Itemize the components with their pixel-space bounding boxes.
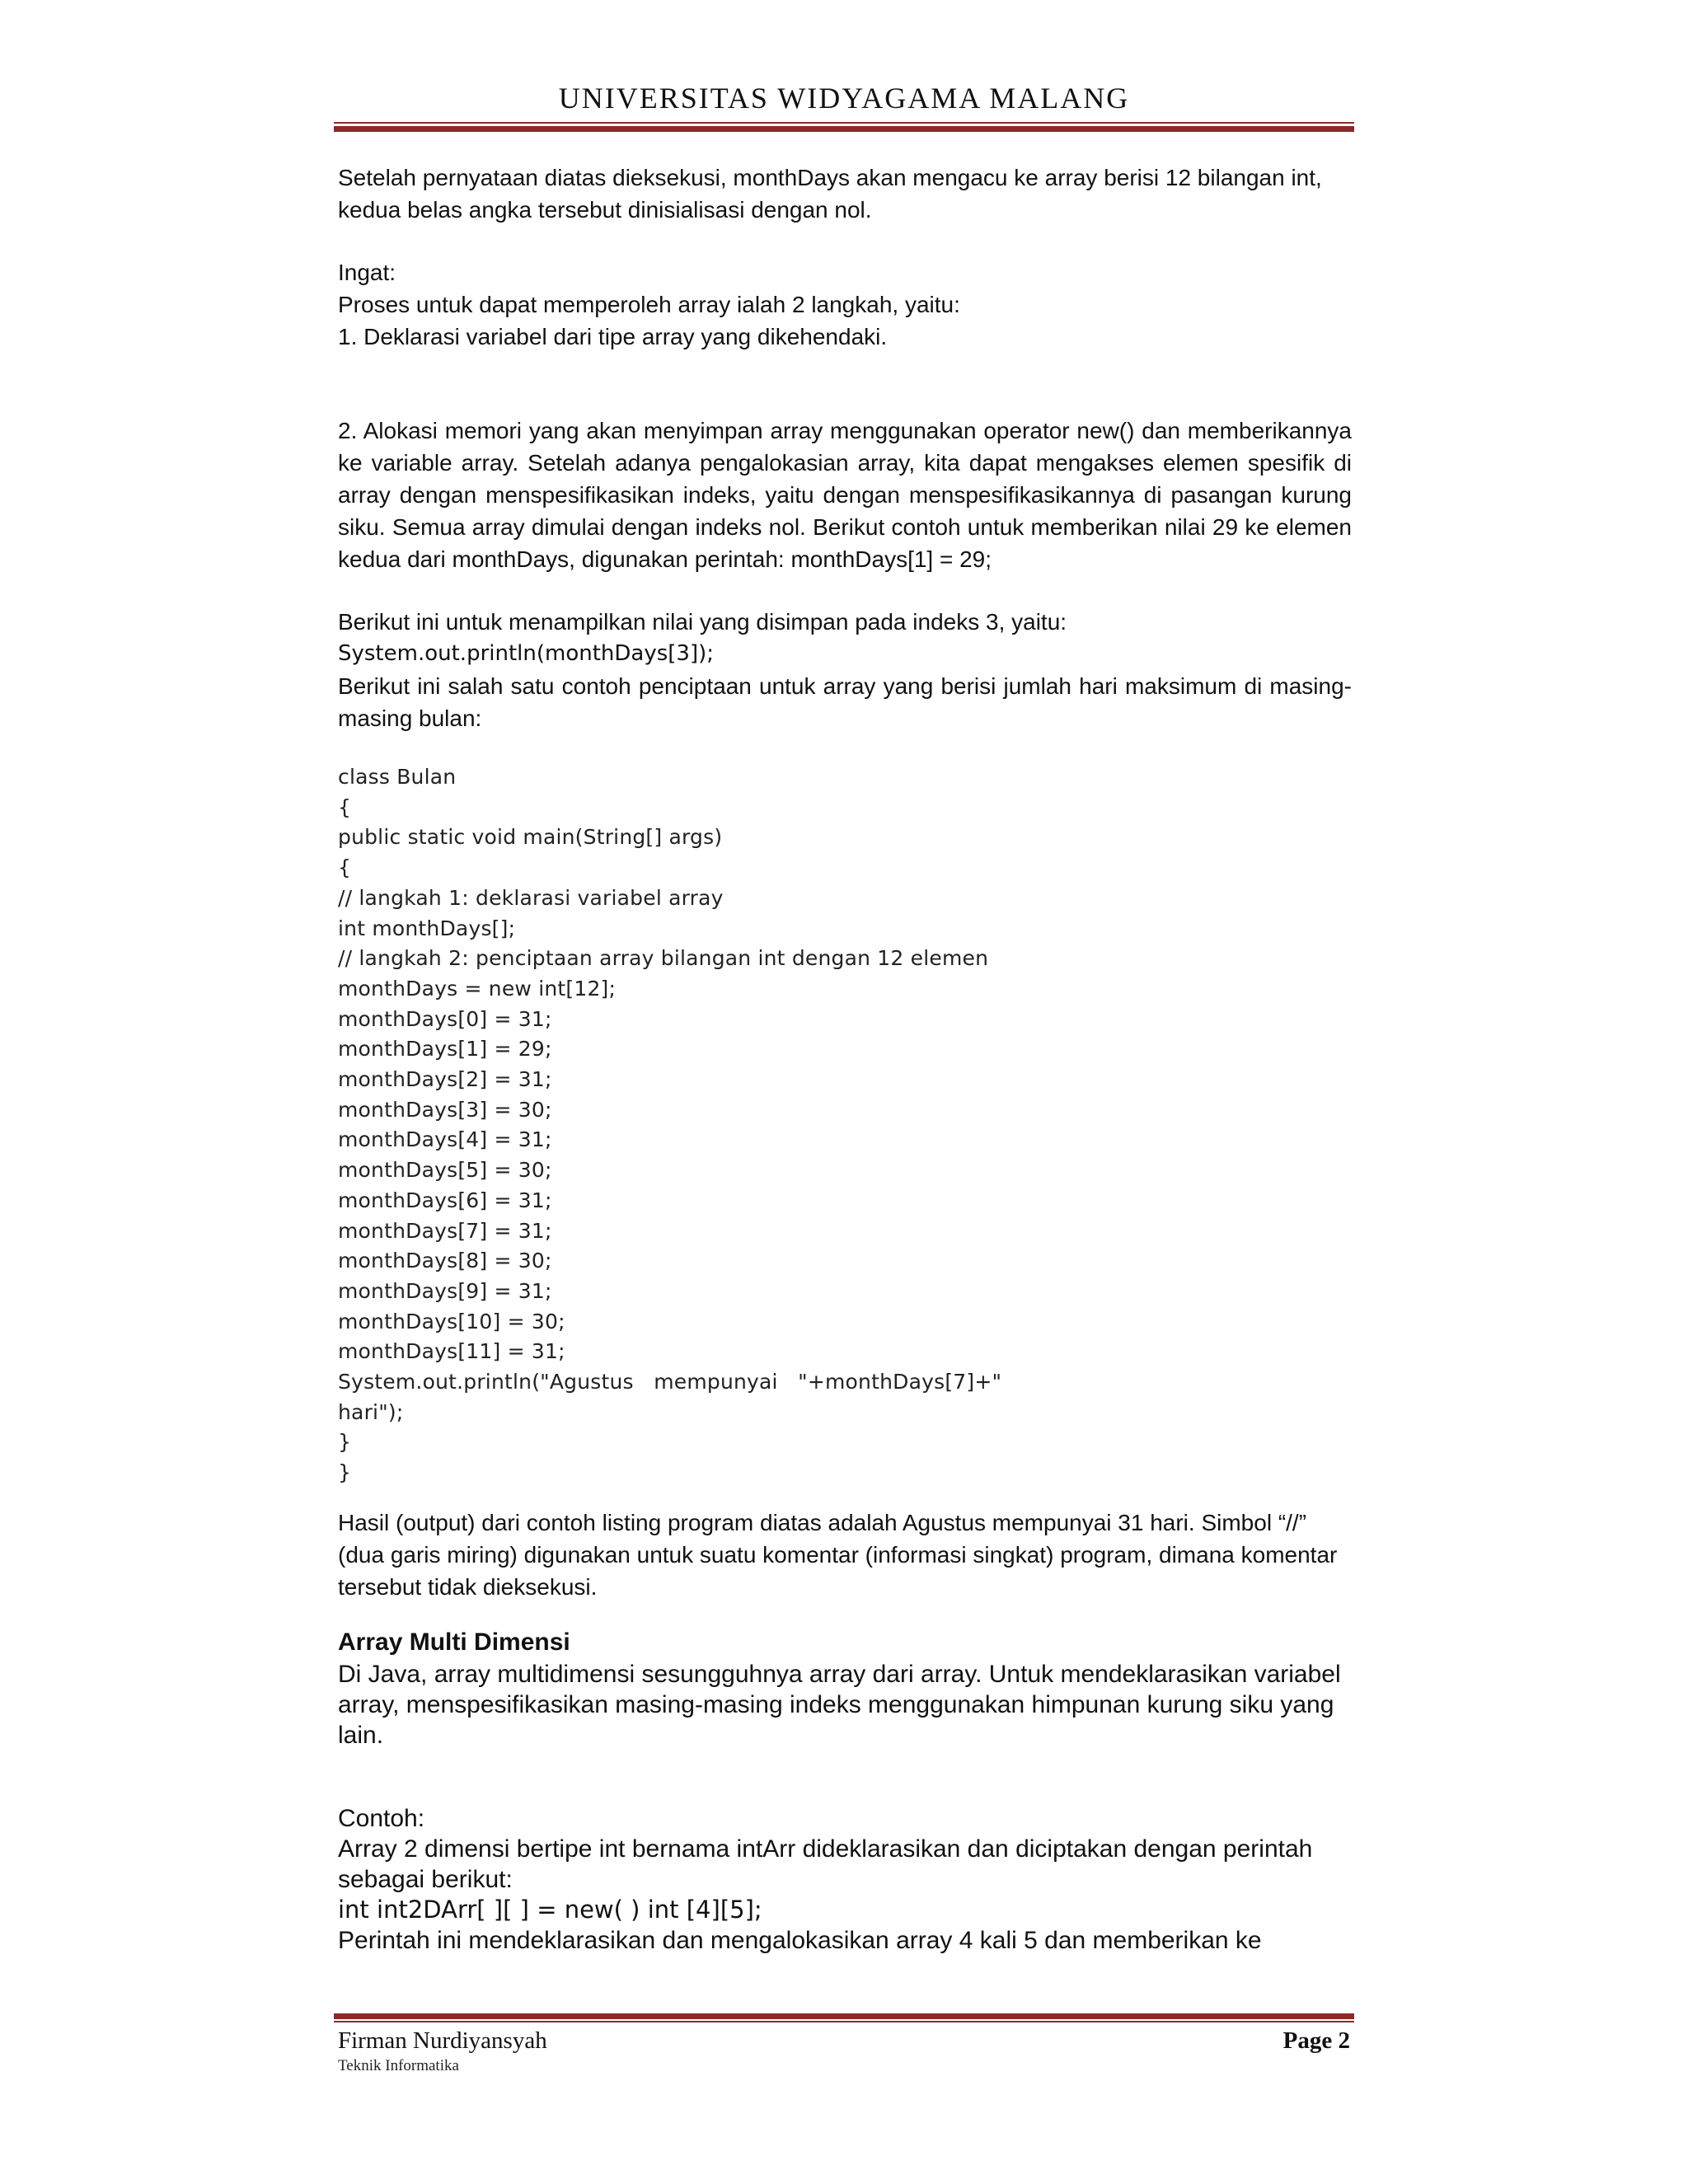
- page-header-title: UNIVERSITAS WIDYAGAMA MALANG: [558, 82, 1130, 115]
- code-line: monthDays[10] = 30;: [338, 1309, 565, 1333]
- footer-author: Firman Nurdiyansyah: [338, 2027, 547, 2054]
- code-line: public static void main(String[] args): [338, 825, 723, 850]
- code-line: hari");: [338, 1399, 404, 1424]
- code-line: // langkah 2: penciptaan array bilangan int dengan 12 elemen: [338, 946, 989, 971]
- perintah-text: Perintah ini mendeklarasikan dan mengalokasikan array 4 kali 5 dan memberikan ke: [338, 1926, 1262, 1954]
- int2d-code: int int2DArr[ ][ ] = new( ) int [4][5];: [338, 1895, 762, 1924]
- contoh-label: Contoh:: [338, 1804, 425, 1832]
- code-line: }: [338, 1460, 352, 1485]
- code-line: monthDays[3] = 30;: [338, 1097, 552, 1122]
- document-body: [338, 162, 1352, 1956]
- footer-department: Teknik Informatika: [338, 2057, 459, 2074]
- code-line: System.out.println("Agustus mempunyai "+monthDays[7]+": [338, 1370, 1002, 1394]
- code-line: {: [338, 794, 352, 819]
- code-line: {: [338, 855, 352, 880]
- code-line: monthDays = new int[12];: [338, 976, 617, 1001]
- code-line: monthDays[7] = 31;: [338, 1218, 552, 1243]
- code-listing: [338, 762, 1352, 1488]
- code-line: }: [338, 1430, 352, 1455]
- code-line: monthDays[0] = 31;: [338, 1006, 552, 1031]
- step-2: 2. Alokasi memori yang akan menyimpan array menggunakan operator new() dan memberikannya ke variable array. Setelah adanya pengalokasian array, kita dapat mengakses elemen spesifik di array dengan menspesifikasikan indeks, yaitu dengan menspesifikasikannya di pasangan kurung siku. Semua array dimulai dengan indeks nol. Berikut contoh untuk memberikan nilai 29 ke elemen kedua dari monthDays, digunakan perintah: monthDays[1] = 29;: [338, 418, 1352, 572]
- code-line: monthDays[2] = 31;: [338, 1067, 552, 1092]
- code-line: monthDays[6] = 31;: [338, 1188, 552, 1212]
- proses-text: Proses untuk dapat memperoleh array ialah 2 langkah, yaitu:: [338, 292, 960, 317]
- page-number: Page 2: [1282, 2027, 1350, 2054]
- code-line: // langkah 1: deklarasi variabel array: [338, 885, 724, 910]
- paragraph-monthdays: Setelah pernyataan diatas dieksekusi, monthDays akan mengacu ke array berisi 12 bilangan int, kedua belas angka tersebut dinisialisasi dengan nol.: [338, 165, 1322, 223]
- section-paragraph: Di Java, array multidimensi sesungguhnya array dari array. Untuk mendeklarasikan variabel array, menspesifikasikan masing-masing indeks menggunakan himpunan kurung siku yang lain.: [338, 1660, 1341, 1749]
- header-rule-thick: [334, 126, 1354, 132]
- ingat-label: Ingat:: [338, 260, 396, 285]
- contoh-intro: Berikut ini salah satu contoh penciptaan untuk array yang berisi jumlah hari maksimum di masing-masing bulan:: [338, 673, 1352, 731]
- hasil-text: Hasil (output) dari contoh listing program diatas adalah Agustus mempunyai 31 hari. Simbol “//” (dua garis miring) digunakan untuk suatu komentar (informasi singkat) program, dimana komentar tersebut tidak dieksekusi.: [338, 1509, 1338, 1600]
- code-line: class Bulan: [338, 765, 457, 789]
- code-line: monthDays[8] = 30;: [338, 1249, 552, 1273]
- code-line: monthDays[9] = 31;: [338, 1278, 552, 1303]
- code-line: monthDays[5] = 30;: [338, 1158, 552, 1183]
- code-line: int monthDays[];: [338, 916, 516, 940]
- tampil-text: Berikut ini untuk menampilkan nilai yang disimpan pada indeks 3, yaitu:: [338, 609, 1067, 635]
- section-title: Array Multi Dimensi: [338, 1628, 570, 1656]
- contoh-paragraph: Array 2 dimensi bertipe int bernama intArr dideklarasikan dan diciptakan dengan perintah sebagai berikut:: [338, 1835, 1313, 1893]
- code-line: monthDays[4] = 31;: [338, 1127, 552, 1152]
- step-1: 1. Deklarasi variabel dari tipe array yang dikehendaki.: [338, 324, 888, 349]
- code-line: monthDays[11] = 31;: [338, 1339, 565, 1364]
- header-rule-thin: [334, 122, 1354, 124]
- println-code: System.out.println(monthDays[3]);: [338, 641, 715, 666]
- footer-rule-thin: [334, 2021, 1354, 2022]
- footer-rule-thick: [334, 2013, 1354, 2019]
- code-line: monthDays[1] = 29;: [338, 1037, 552, 1062]
